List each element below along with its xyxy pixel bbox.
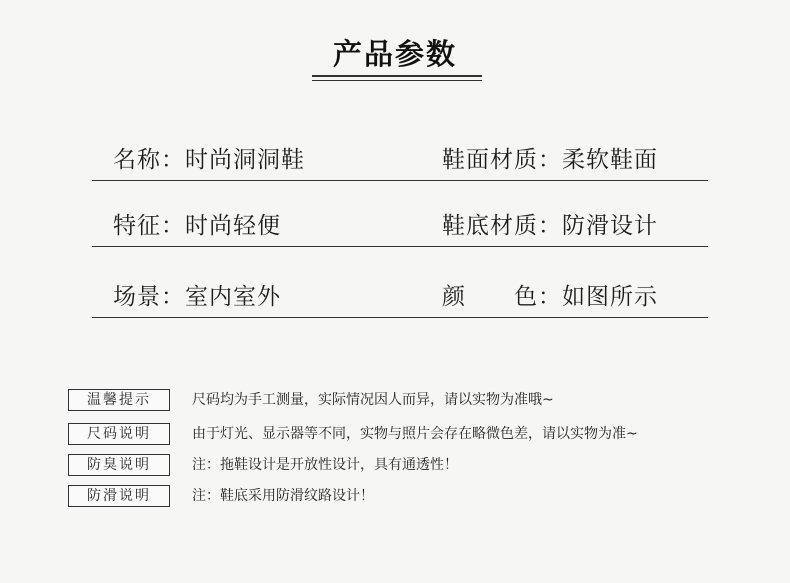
spec-value: 时尚轻便 (185, 213, 281, 239)
spec-label: 名称 (113, 147, 161, 173)
note-label: 尺码说明 (68, 423, 170, 445)
spec-value: 如图所示 (562, 284, 658, 310)
note-text: 注：鞋底采用防滑纹路设计！ (192, 488, 374, 504)
spec-row-1 (92, 137, 708, 181)
note-label: 防滑说明 (68, 485, 170, 507)
spec-value: 防滑设计 (562, 213, 658, 239)
spec-label: 鞋底材质 (442, 213, 538, 239)
spec-value: 柔软鞋面 (562, 147, 658, 173)
title-underline-secondary (312, 80, 482, 81)
spec-label: 特征 (113, 213, 161, 239)
spec-scene (113, 278, 281, 311)
spec-label: 鞋面材质 (442, 147, 538, 173)
note-label: 温馨提示 (68, 389, 170, 411)
spec-separator: ： (538, 284, 562, 310)
spec-upper-material (442, 141, 658, 174)
spec-value: 时尚洞洞鞋 (185, 147, 305, 173)
note-text: 由于灯光、显示器等不同，实物与照片会存在略微色差，请以实物为准~ (192, 426, 638, 442)
spec-color (442, 278, 658, 311)
row-divider (92, 317, 708, 318)
row-divider (92, 180, 708, 181)
spec-separator: ： (161, 284, 185, 310)
title-underline (312, 75, 482, 77)
spec-separator: ： (538, 213, 562, 239)
row-divider (92, 246, 708, 247)
spec-value: 室内室外 (185, 284, 281, 310)
spec-feature (113, 207, 281, 240)
spec-row-2 (92, 203, 708, 247)
page-title: 产品参数 (332, 37, 457, 71)
spec-sole-material (442, 207, 658, 240)
spec-separator: ： (161, 213, 185, 239)
note-label: 防臭说明 (68, 454, 170, 476)
spec-label: 场景 (113, 284, 161, 310)
spec-label: 颜 色 (442, 284, 538, 310)
spec-row-3 (92, 274, 708, 318)
spec-separator: ： (161, 147, 185, 173)
spec-name (113, 141, 305, 174)
note-text: 注：拖鞋设计是开放性设计，具有通透性！ (192, 457, 458, 473)
spec-separator: ： (538, 147, 562, 173)
note-text: 尺码均为手工测量，实际情况因人而异，请以实物为准哦~ (192, 392, 554, 408)
